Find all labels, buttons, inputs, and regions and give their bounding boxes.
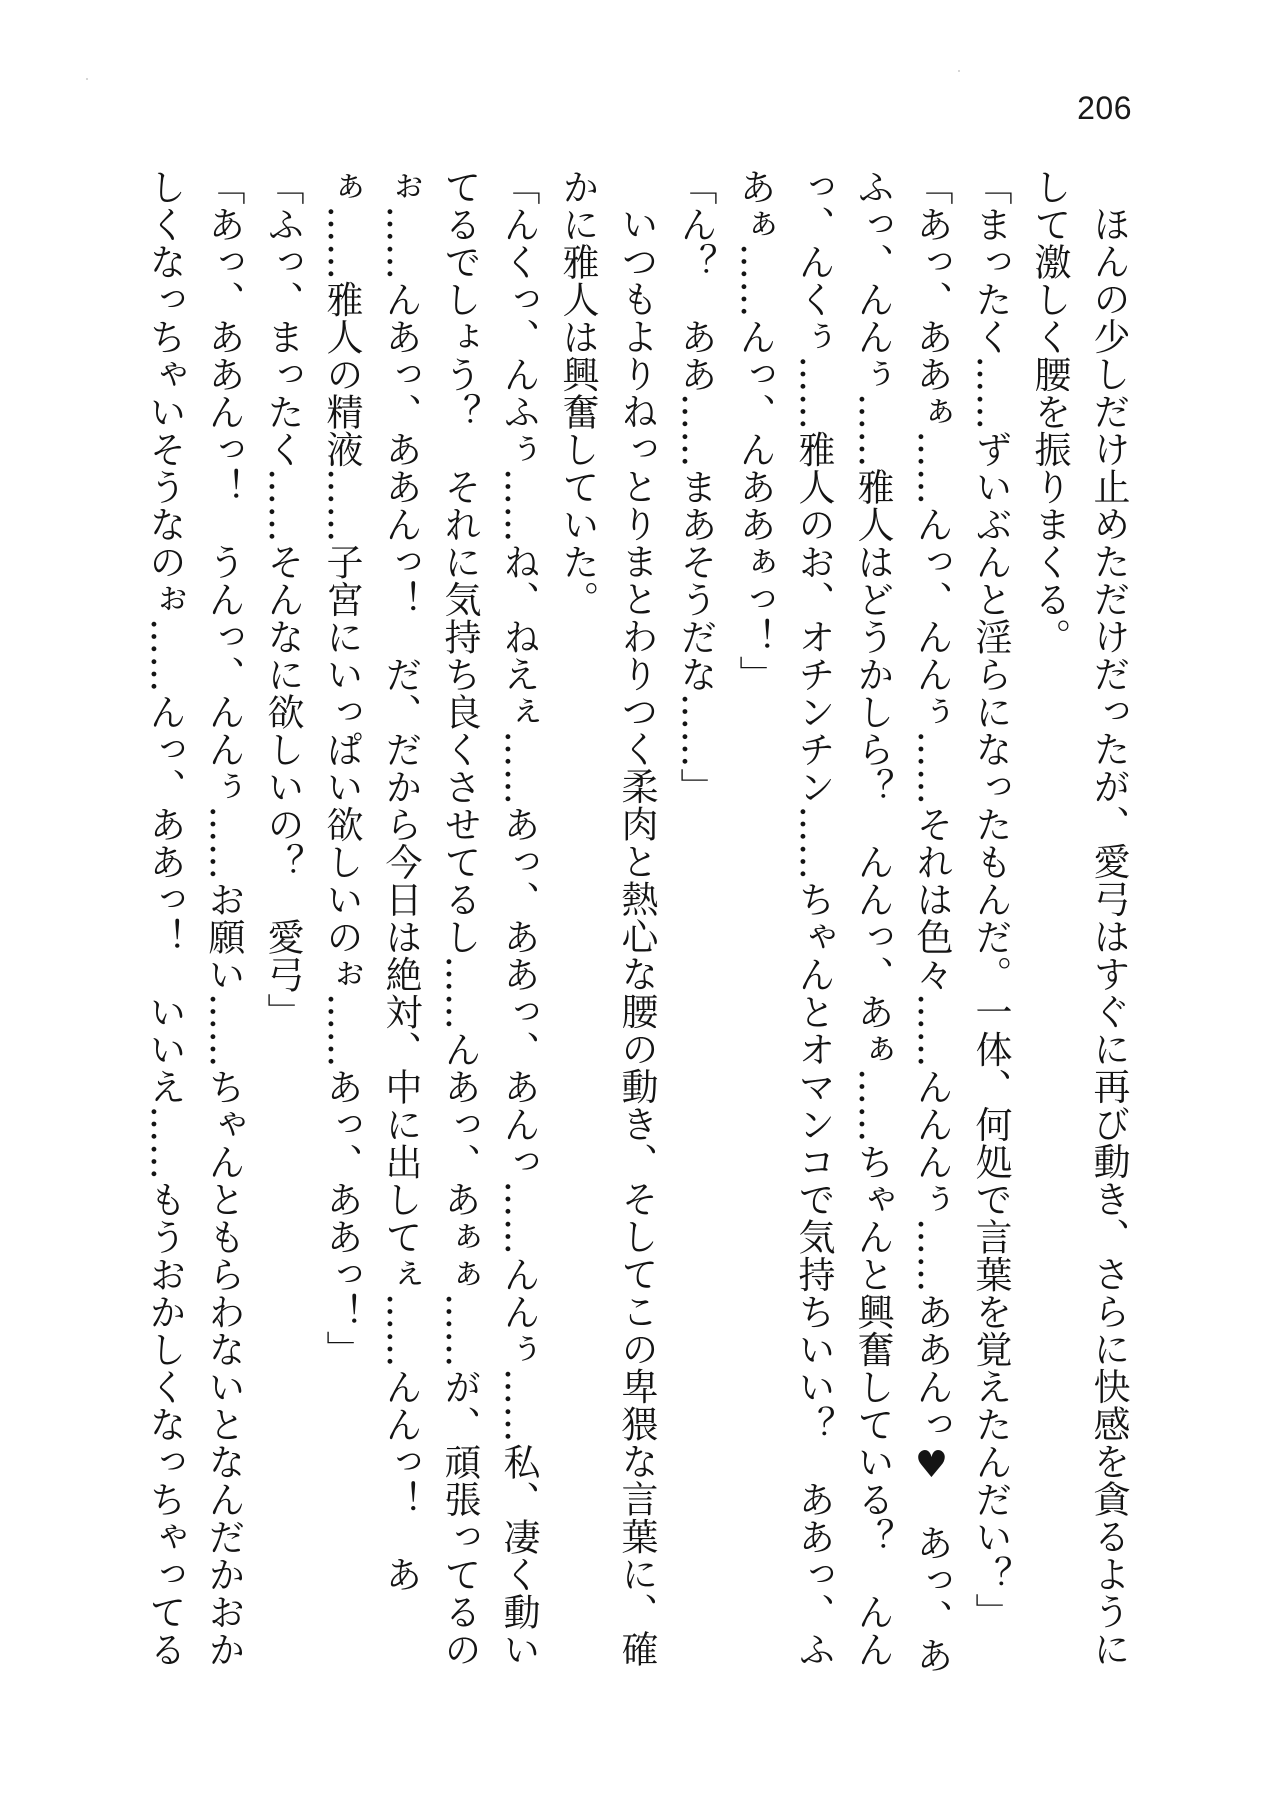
vertical-text-columns bbox=[143, 168, 1138, 1688]
paragraph: 「まったく……ずいぶんと淫らになったもんだ。一体、何処で言葉を覚えたんだい？」 bbox=[969, 168, 1012, 1631]
paragraph: 「ふっ、まったく……そんなに欲しいの？ 愛弓」 bbox=[261, 168, 304, 1031]
paragraph: ほんの少しだけ止めただけだったが、愛弓はすぐに再び動き、さらに快感を貪るようにして激しく腰を振りまくる。 bbox=[1028, 168, 1130, 1668]
paragraph: 「あっ、ああんっ！ うんっ、んんぅ……お願い……ちゃんともらわないとなんだかおかしくなっちゃいそうなのぉ……んっ、ああっ！ いいえ……もうおかしくなっちゃってる bbox=[143, 168, 245, 1668]
scan-speck bbox=[958, 70, 960, 72]
body-text bbox=[143, 168, 1138, 1688]
paragraph: 「ん？ ああ……まあそうだな……」 bbox=[674, 168, 717, 806]
page-number: 206 bbox=[1077, 90, 1132, 126]
paragraph: 「あっ、ああぁ……んっ、んんぅ……それは色々……んんんぅ……ああんっ♥ あっ、あふっ、んんぅ……雅人はどうかしら？ んんっ、あぁ……ちゃんと興奮している？ んんっ、んくぅ……雅人のお、オチンチン……ちゃんとオマンコで気持ちいい？ ああっ、ふあぁ……んっ、んああぁっ！」 bbox=[733, 168, 953, 1674]
scan-speck bbox=[86, 78, 88, 80]
paragraph: いつもよりねっとりまとわりつく柔肉と熱心な腰の動き、そしてこの卑猥な言葉に、確かに雅人は興奮していた。 bbox=[556, 168, 658, 1668]
paragraph: 「んくっ、んふぅ……ね、ねえぇ……あっ、ああっ、あんっ……んんぅ……私、凄く動いてるでしょう？ それに気持ち良くさせてるし……んあっ、あぁぁ……が、頑張ってるのぉ……んあっ、ああんっ！ だ、だから今日は絶対、中に出してぇ……んんっ！ あぁ……雅人の精液……子宮にいっぱい欲しいのぉ……あっ、ああっ！」 bbox=[320, 168, 540, 1668]
